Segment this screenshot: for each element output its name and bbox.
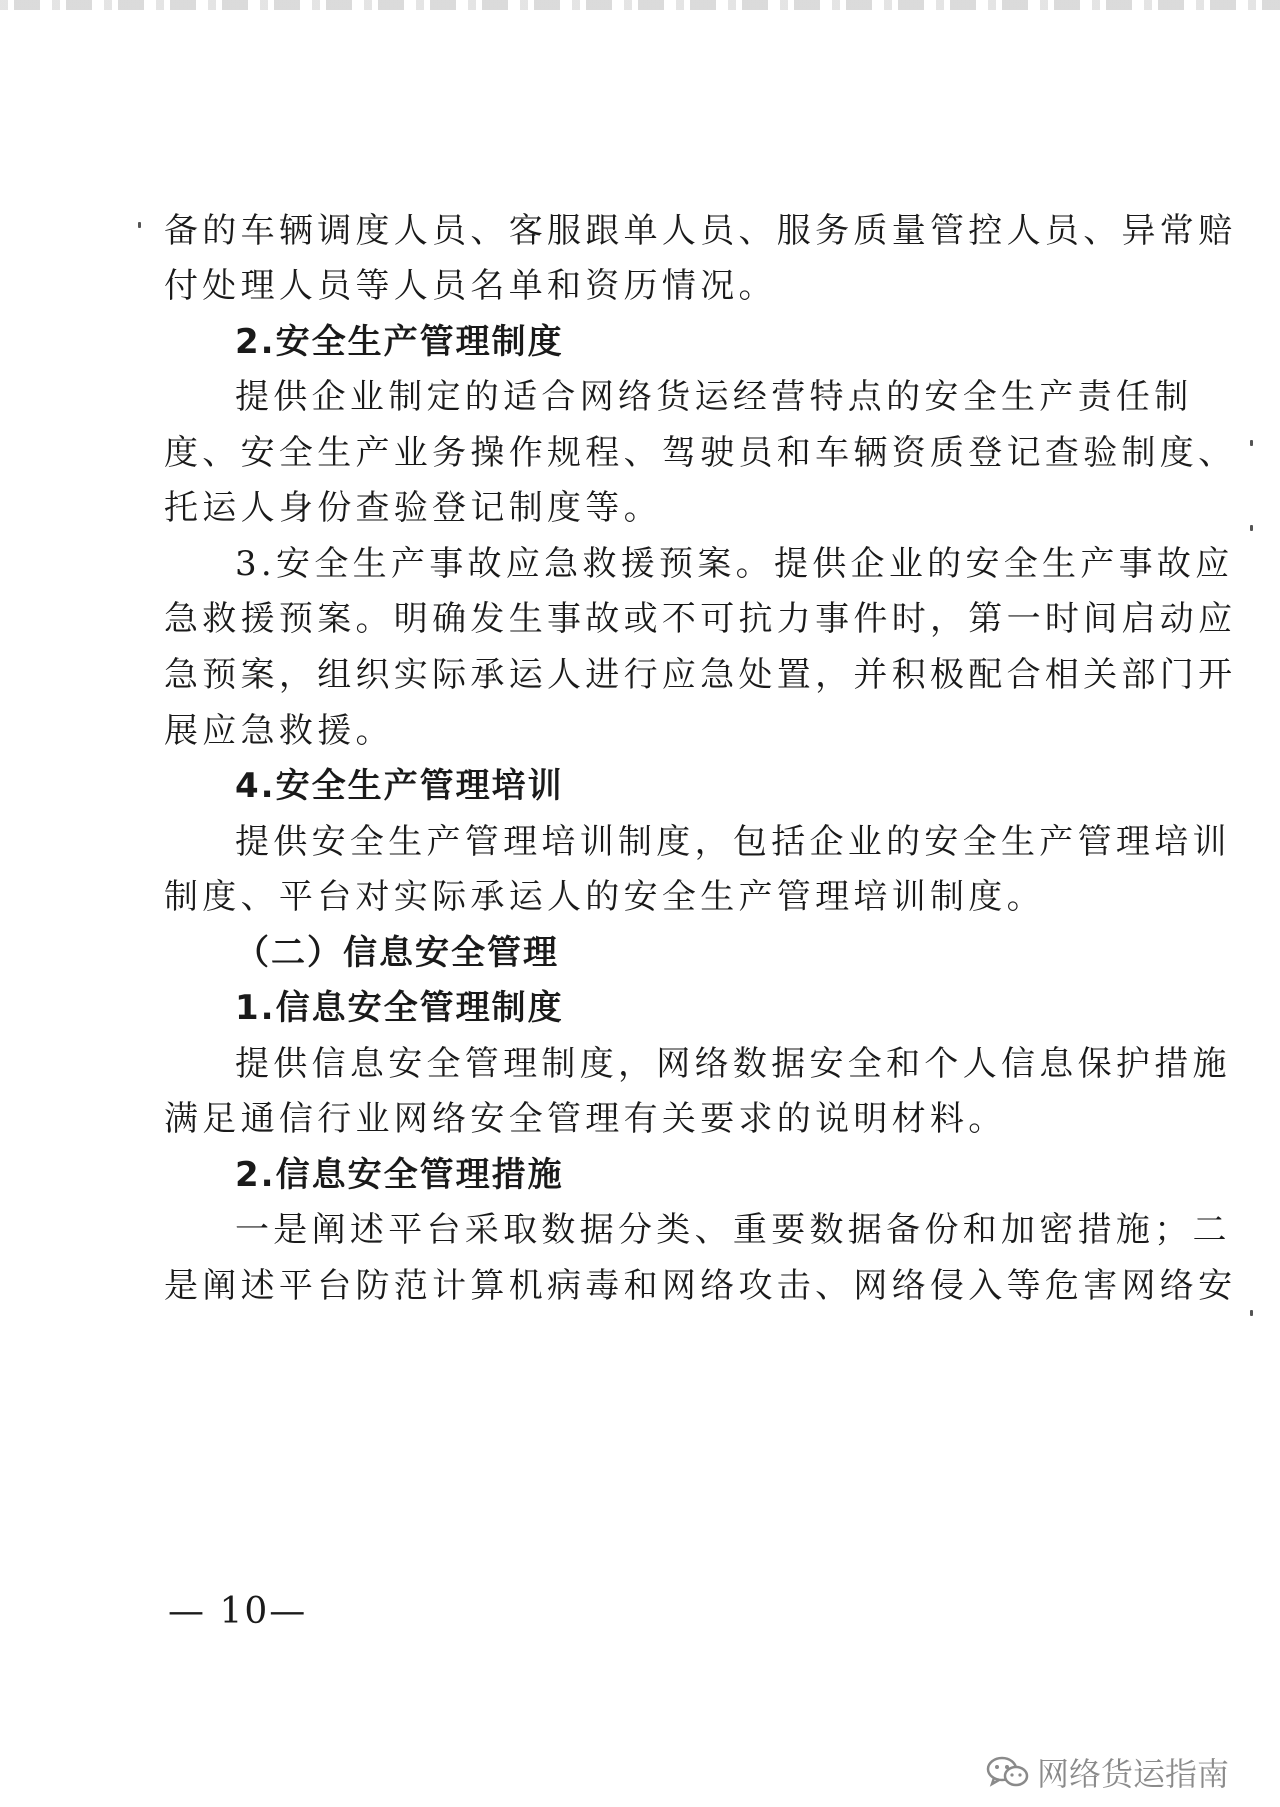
watermark bbox=[985, 1752, 1229, 1792]
body-line: 急救援预案。明确发生事故或不可抗力事件时，第一时间启动应 bbox=[164, 599, 1237, 639]
scan-speck bbox=[1250, 525, 1253, 531]
page-number: — 10— bbox=[168, 1591, 308, 1632]
body-line: 付处理人员等人员名单和资历情况。 bbox=[164, 266, 777, 306]
section-heading: 4.安全生产管理培训 bbox=[235, 766, 564, 806]
body-line: 度、安全生产业务操作规程、驾驶员和车辆资质登记查验制度、 bbox=[164, 433, 1237, 473]
body-line: 提供安全生产管理培训制度，包括企业的安全生产管理培训 bbox=[235, 822, 1231, 862]
body-line: 备的车辆调度人员、客服跟单人员、服务质量管控人员、异常赔 bbox=[164, 211, 1237, 251]
scan-speck bbox=[1250, 440, 1253, 446]
body-line: 提供企业制定的适合网络货运经营特点的安全生产责任制 bbox=[235, 377, 1193, 417]
body-line: 是阐述平台防范计算机病毒和网络攻击、网络侵入等危害网络安 bbox=[164, 1266, 1237, 1306]
body-line: 急预案，组织实际承运人进行应急处置，并积极配合相关部门开 bbox=[164, 655, 1237, 695]
watermark-text: 网络货运指南 bbox=[1037, 1755, 1230, 1793]
section-heading: 1.信息安全管理制度 bbox=[235, 988, 564, 1028]
body-line: 提供信息安全管理制度，网络数据安全和个人信息保护措施 bbox=[235, 1044, 1231, 1084]
body-line: 托运人身份查验登记制度等。 bbox=[164, 488, 662, 528]
body-line: 3.安全生产事故应急救援预案。提供企业的安全生产事故应 bbox=[235, 544, 1234, 584]
body-line: 制度、平台对实际承运人的安全生产管理培训制度。 bbox=[164, 877, 1045, 917]
body-line: 满足通信行业网络安全管理有关要求的说明材料。 bbox=[164, 1099, 1007, 1139]
section-heading: 2.信息安全管理措施 bbox=[235, 1155, 564, 1195]
scan-edge bbox=[0, 0, 1280, 10]
body-line: 展应急救援。 bbox=[164, 711, 394, 751]
section-heading: （二）信息安全管理 bbox=[235, 933, 559, 973]
section-heading: 2.安全生产管理制度 bbox=[235, 322, 564, 362]
scan-speck bbox=[138, 222, 141, 228]
scan-speck bbox=[1250, 1310, 1253, 1316]
wechat-icon bbox=[985, 1754, 1031, 1790]
body-line: 一是阐述平台采取数据分类、重要数据备份和加密措施；二 bbox=[235, 1210, 1231, 1250]
